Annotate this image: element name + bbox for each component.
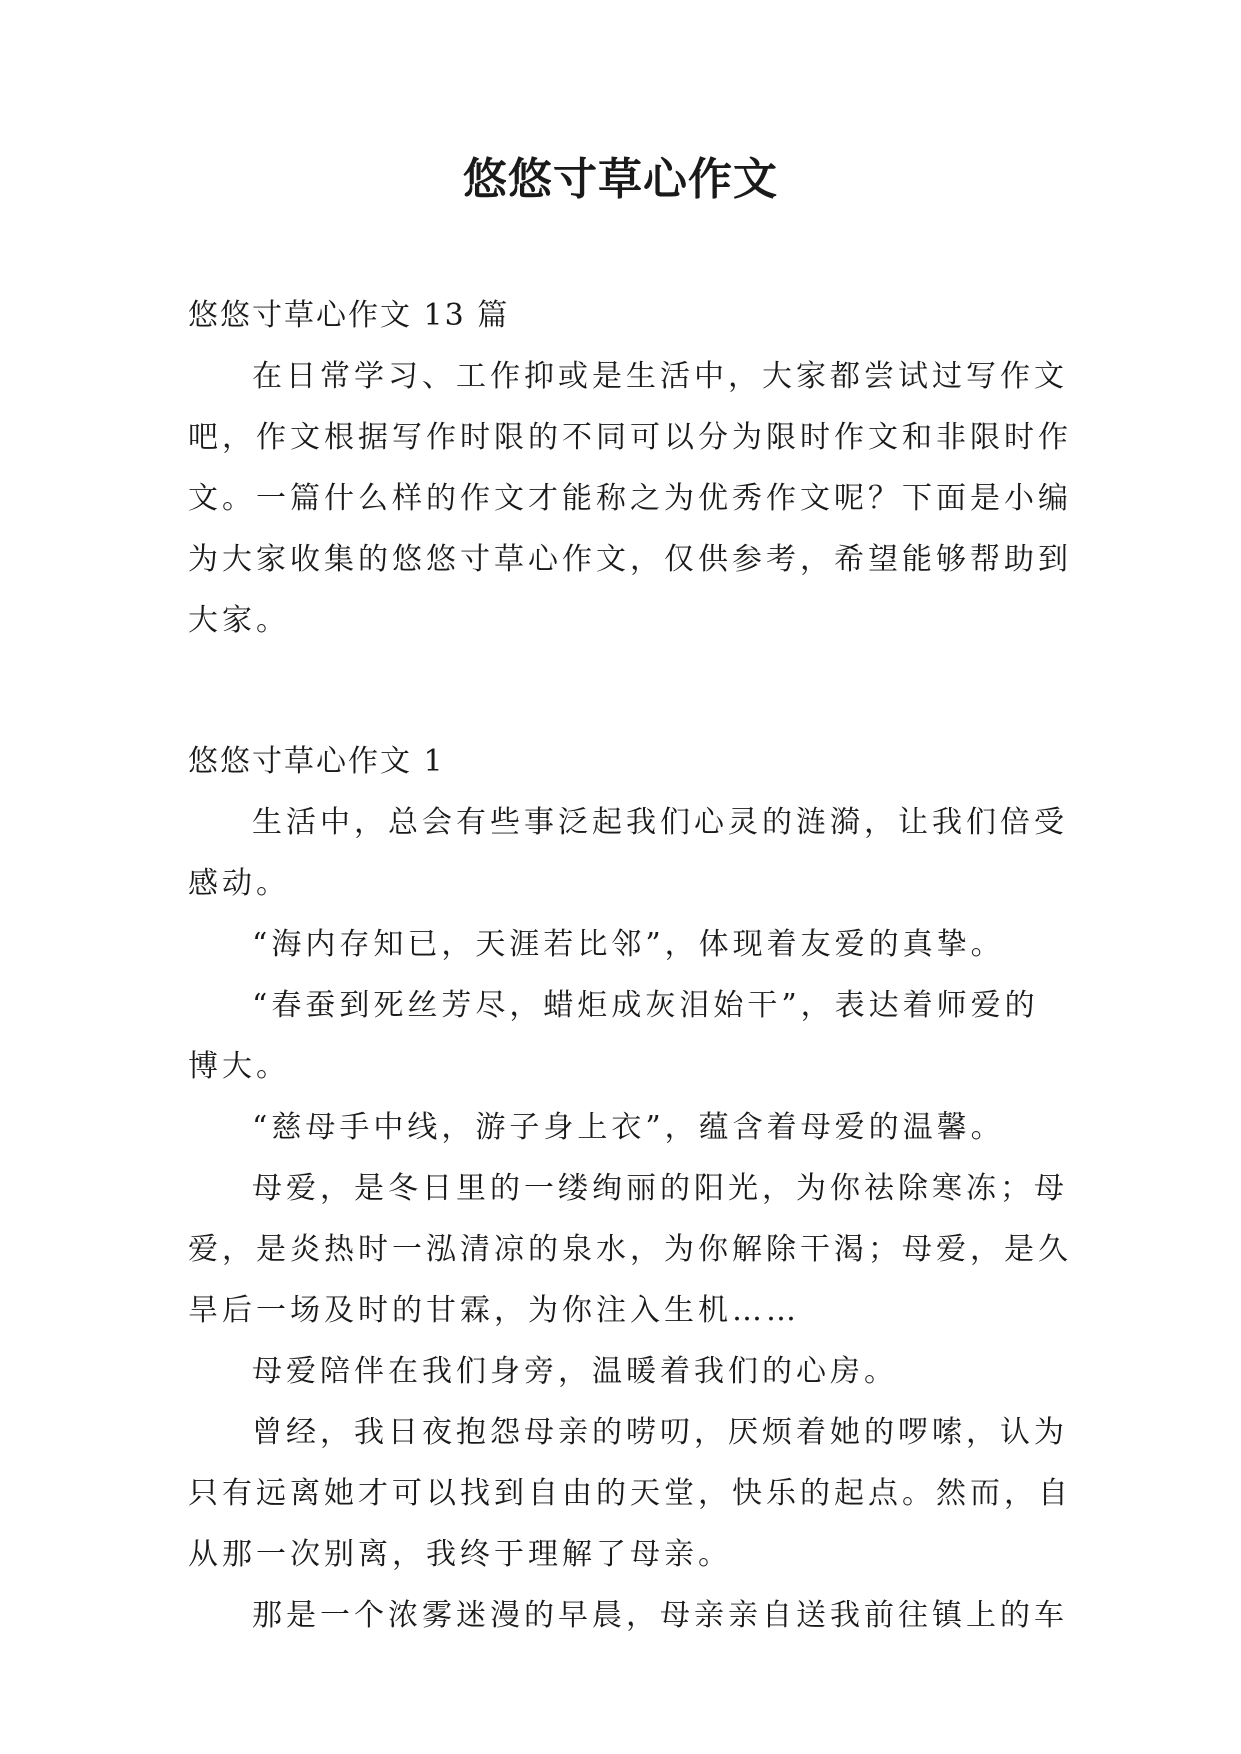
section-heading: 悠悠寸草心作文 13 篇 (188, 298, 510, 333)
text-line: 母爱陪伴在我们身旁，温暖着我们的心房。 (252, 1354, 898, 1389)
text-line: 从那一次别离，我终于理解了母亲。 (188, 1537, 732, 1572)
text-line: 那是一个浓雾迷漫的早晨，母亲亲自送我前往镇上的车 (252, 1598, 1068, 1633)
text-line: “慈母手中线，游子身上衣”，蕴含着母爱的温馨。 (252, 1110, 1005, 1145)
text-line: 为大家收集的悠悠寸草心作文，仅供参考，希望能够帮助到 (188, 542, 1072, 577)
text-line: 生活中，总会有些事泛起我们心灵的涟漪，让我们倍受 (252, 805, 1068, 840)
document-body (188, 285, 1072, 1646)
paragraph-gap (188, 667, 1056, 715)
text-line: 只有远离她才可以找到自由的天堂，快乐的起点。然而，自 (188, 1476, 1072, 1511)
text-line: 母爱，是冬日里的一缕绚丽的阳光，为你祛除寒冻；母 (252, 1171, 1068, 1206)
text-line: “春蚕到死丝芳尽，蜡炬成灰泪始干”，表达着师爱的 (252, 988, 1039, 1023)
section-heading: 悠悠寸草心作文 1 (188, 744, 445, 779)
text-line: 吧，作文根据写作时限的不同可以分为限时作文和非限时作 (188, 420, 1072, 455)
text-line: “海内存知已，天涯若比邻”，体现着友爱的真挚。 (252, 927, 1005, 962)
page-title: 悠悠寸草心作文 (463, 154, 778, 205)
text-line: 旱后一场及时的甘霖，为你注入生机…… (188, 1293, 800, 1328)
text-line: 大家。 (188, 603, 290, 638)
text-line: 在日常学习、工作抑或是生活中，大家都尝试过写作文 (252, 359, 1068, 394)
text-line: 感动。 (188, 866, 290, 901)
text-line: 博大。 (188, 1049, 290, 1084)
text-line: 曾经，我日夜抱怨母亲的唠叨，厌烦着她的啰嗦，认为 (252, 1415, 1068, 1450)
text-line: 文。一篇什么样的作文才能称之为优秀作文呢？下面是小编 (188, 481, 1072, 516)
text-line: 爱，是炎热时一泓清凉的泉水，为你解除干渴；母爱，是久 (188, 1232, 1072, 1267)
